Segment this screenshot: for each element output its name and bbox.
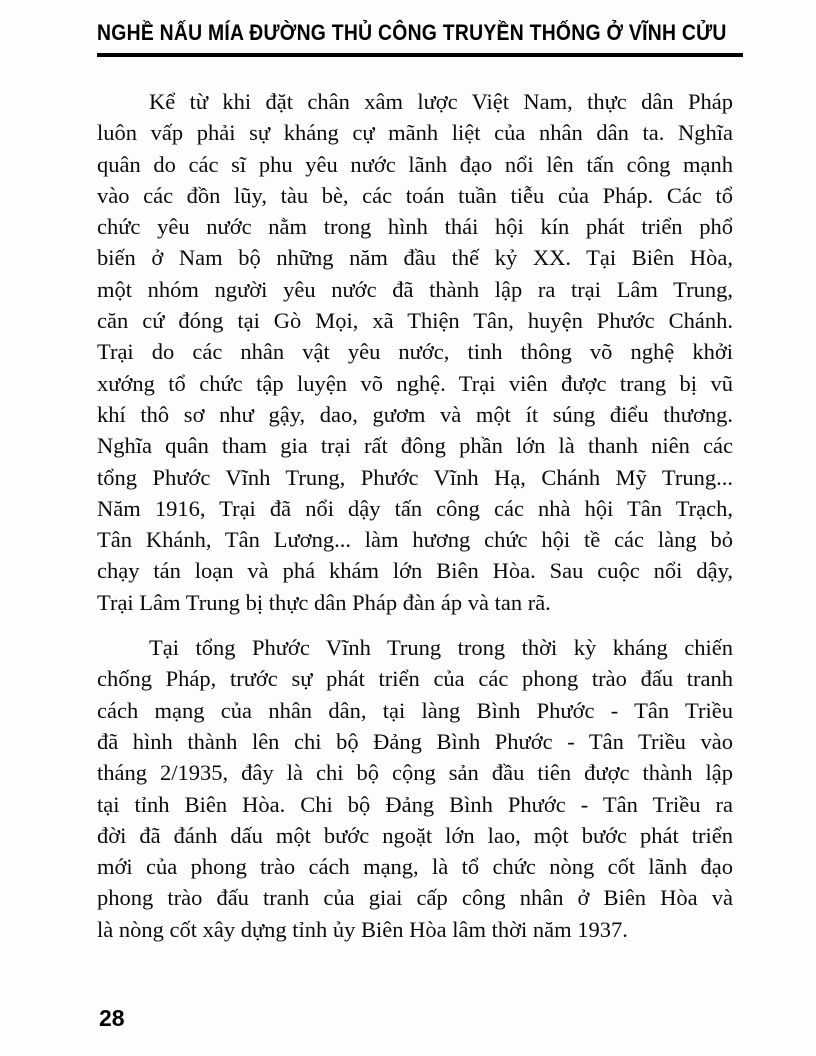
text-line: tháng 2/1935, đây là chi bộ cộng sản đầu tiên được thành lập xyxy=(97,760,733,786)
text-line: Trại do các nhân vật yêu nước, tinh thông võ nghệ khởi xyxy=(97,339,733,365)
text-line: phong trào đấu tranh của giai cấp công nhân ở Biên Hòa và xyxy=(97,885,733,911)
text-line: Năm 1916, Trại đã nổi dậy tấn công các nhà hội Tân Trạch, xyxy=(97,495,733,521)
header-rule xyxy=(97,53,743,57)
text-line: căn cứ đóng tại Gò Mọi, xã Thiện Tân, huyện Phước Chánh. xyxy=(97,308,733,334)
paragraph xyxy=(97,632,733,945)
text-line: Kể từ khi đặt chân xâm lược Việt Nam, thực dân Pháp xyxy=(149,89,733,114)
text-line: chạy tán loạn và phá khám lớn Biên Hòa. Sau cuộc nổi dậy, xyxy=(97,558,733,584)
page-number: 28 xyxy=(99,1005,125,1031)
text-line: biến ở Nam bộ những năm đầu thế kỷ XX. Tại Biên Hòa, xyxy=(97,245,733,271)
text-line: chức yêu nước nằm trong hình thái hội kín phát triển phổ xyxy=(97,214,733,240)
text-line: cách mạng của nhân dân, tại làng Bình Phước - Tân Triều xyxy=(97,697,733,723)
text-line: vào các đồn lũy, tàu bè, các toán tuần tiễu của Pháp. Các tổ xyxy=(97,182,733,208)
text-line: tại tỉnh Biên Hòa. Chi bộ Đảng Bình Phước - Tân Triều ra xyxy=(97,791,733,817)
text-line: là nòng cốt xây dựng tỉnh ủy Biên Hòa lâm thời năm 1937. xyxy=(97,916,628,942)
text-line: một nhóm người yêu nước đã thành lập ra trại Lâm Trung, xyxy=(97,276,733,302)
text-line: chống Pháp, trước sự phát triển của các phong trào đấu tranh xyxy=(97,666,733,692)
text-line: đời đã đánh dấu một bước ngoặt lớn lao, một bước phát triển xyxy=(97,822,733,848)
running-header-title: NGHỀ NẤU MÍA ĐƯỜNG THỦ CÔNG TRUYỀN THỐNG Ở VĨNH CỬU xyxy=(97,20,727,45)
paragraph xyxy=(97,86,733,618)
text-line: quân do các sĩ phu yêu nước lãnh đạo nổi lên tấn công mạnh xyxy=(97,151,733,177)
text-line: đã hình thành lên chi bộ Đảng Bình Phước - Tân Triều vào xyxy=(97,728,733,754)
text-line: Tại tổng Phước Vĩnh Trung trong thời kỳ kháng chiến xyxy=(149,635,733,661)
text-line: mới của phong trào cách mạng, là tổ chức nòng cốt lãnh đạo xyxy=(97,854,733,880)
text-line: xướng tổ chức tập luyện võ nghệ. Trại viên được trang bị vũ xyxy=(97,370,733,396)
text-line: Trại Lâm Trung bị thực dân Pháp đàn áp và tan rã. xyxy=(97,589,551,615)
text-line: khí thô sơ như gậy, dao, gươm và một ít súng điểu thương. xyxy=(97,401,733,427)
page-body xyxy=(97,86,733,959)
running-header xyxy=(97,20,743,57)
text-line: luôn vấp phải sự kháng cự mãnh liệt của nhân dân ta. Nghĩa xyxy=(97,120,733,146)
text-line: tổng Phước Vĩnh Trung, Phước Vĩnh Hạ, Chánh Mỹ Trung... xyxy=(97,464,733,490)
text-line: Nghĩa quân tham gia trại rất đông phần lớn là thanh niên các xyxy=(97,433,733,459)
text-line: Tân Khánh, Tân Lương... làm hương chức hội tề các làng bỏ xyxy=(97,527,733,553)
